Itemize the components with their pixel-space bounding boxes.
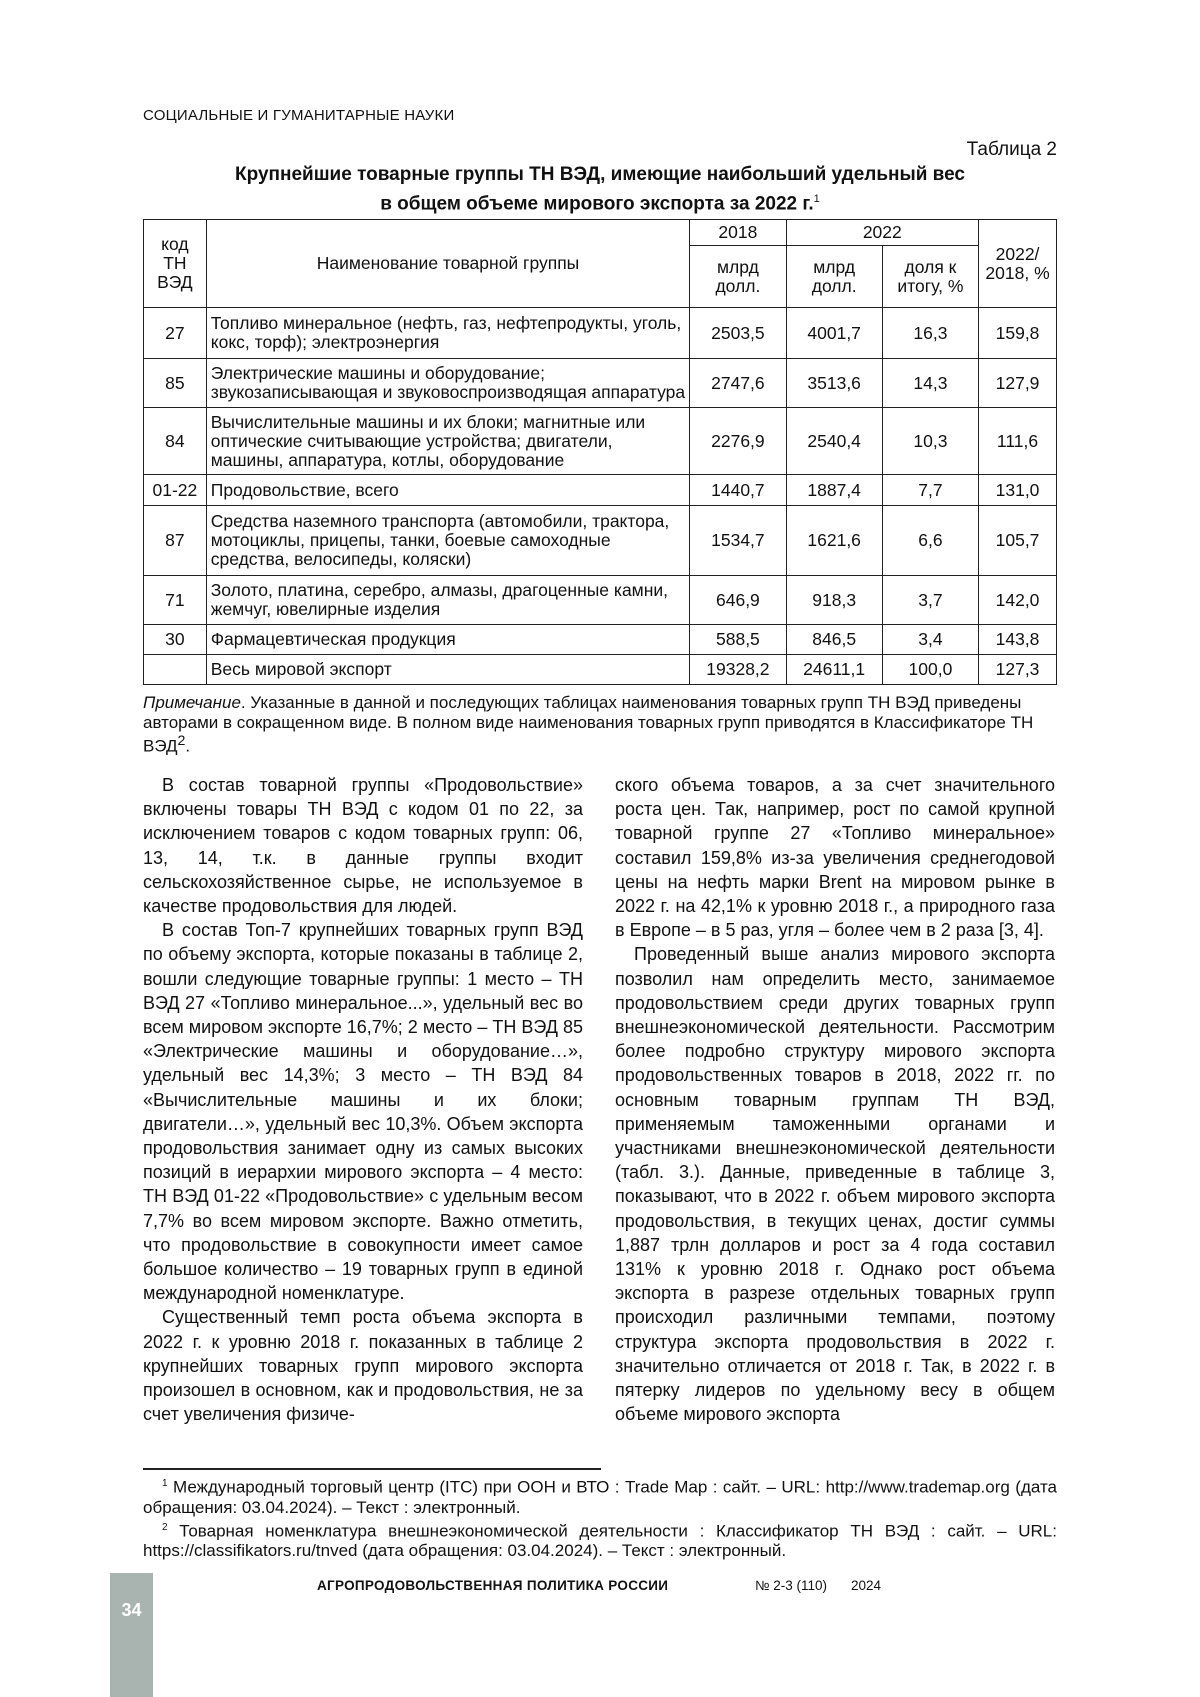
table-title-line-1: Крупнейшие товарные группы ТН ВЭД, имеющие наибольший удельный вес (235, 164, 965, 185)
table-row (144, 576, 1057, 625)
cell-name: Топливо минеральное (нефть, газ, нефтепродукты, уголь, кокс, торф); электроэнергия (206, 308, 690, 359)
table-row-total (144, 655, 1057, 685)
cell-2022: 918,3 (786, 576, 882, 625)
cell-ratio: 142,0 (979, 576, 1057, 625)
cell-2022: 1621,6 (786, 506, 882, 576)
body-column-right (615, 773, 1055, 1426)
cell-2018: 2747,6 (690, 359, 786, 408)
table-row (144, 475, 1057, 506)
note-end: . (185, 736, 191, 756)
paragraph: В состав товарной группы «Продовольствие» включены товары ТН ВЭД с кодом 01 по 22, за исключением товаров с кодом товарных групп: 06, 13, 14, т.к. в данные группы входит сельскохозяйственное сырье, не используемое в качестве продовольствия для людей. (143, 775, 583, 917)
cell-code: 87 (144, 506, 207, 576)
cell-2018: 1440,7 (690, 475, 786, 506)
running-head: СОЦИАЛЬНЫЕ И ГУМАНИТАРНЫЕ НАУКИ (143, 107, 455, 124)
cell-code (144, 655, 207, 685)
table-title-footnote-ref: 1 (813, 193, 820, 205)
footnote-divider (143, 1468, 601, 1470)
table-row (144, 408, 1057, 475)
cell-ratio: 131,0 (979, 475, 1057, 506)
page-number: 34 (121, 1600, 142, 1620)
cell-share: 6,6 (882, 506, 978, 576)
paragraph: Существенный темп роста объема экспорта в 2022 г. к уровню 2018 г. показанных в таблице 2 крупнейших товарных групп мирового экспорта произошел в основном, как и продовольствия, не за счет увеличения физиче- (143, 1307, 583, 1425)
table-row (144, 625, 1057, 655)
cell-name: Золото, платина, серебро, алмазы, драгоценные камни, жемчуг, ювелирные изделия (206, 576, 690, 625)
cell-2022: 4001,7 (786, 308, 882, 359)
table-row (144, 359, 1057, 408)
header-year-2018: 2018 (690, 220, 786, 246)
cell-2018: 2276,9 (690, 408, 786, 475)
paragraph: Проведенный выше анализ мирового экспорта позволил нам определить место, занимаемое продовольствием среди других товарных групп внешнеэкономической деятельности. Рассмотрим более подробно структуру мирового экспорта продовольственных товаров в 2018, 2022 гг. по основным товарным группам ТН ВЭД, применяемым таможенными органами и участниками внешнеэкономической деятельности (табл. 3.). Данные, приведенные в таблице 3, показывают, что в 2022 г. объем мирового экспорта продовольствия, в текущих ценах, достиг суммы 1,887 трлн долларов и рост за 4 года составил 131% к уровню 2018 г. Однако рост объема экспорта в разрезе отдельных товарных групп происходил различными темпами, поэтому структура экспорта продовольствия в 2022 г. значительно отличается от 2018 г. Так, в 2022 г. в пятерку лидеров по удельному весу в общем объеме мирового экспорта (615, 944, 1055, 1425)
cell-code: 71 (144, 576, 207, 625)
paragraph-continuation: ского объема товаров, а за счет значительного роста цен. Так, например, рост по самой крупной товарной группе 27 «Топливо минеральное» составил 159,8% из-за увеличения среднегодовой цены на нефть марки Brent на мировом рынке в 2022 г. на 42,1% к уровню 2018 г., а природного газа в Европе – в 5 раз, угля – более чем в 2 раза [3, 4]. (615, 775, 1055, 941)
cell-ratio: 127,3 (979, 655, 1057, 685)
cell-name: Весь мировой экспорт (206, 655, 690, 685)
cell-2018: 588,5 (690, 625, 786, 655)
footnote-ref: 2 (162, 1521, 168, 1533)
footnote (143, 1518, 1057, 1562)
table-note (143, 693, 1057, 756)
cell-name: Средства наземного транспорта (автомобили, трактора, мотоциклы, прицепы, танки, боевые самоходные средства, велосипеды, коляски) (206, 506, 690, 576)
cell-name: Продовольствие, всего (206, 475, 690, 506)
cell-share: 3,7 (882, 576, 978, 625)
header-share: доля к итогу, % (882, 246, 978, 308)
cell-share: 100,0 (882, 655, 978, 685)
data-table (143, 219, 1057, 685)
table-label: Таблица 2 (966, 139, 1057, 160)
page-number-tab (110, 1573, 153, 1697)
cell-name: Фармацевтическая продукция (206, 625, 690, 655)
footnote-ref: 1 (162, 1478, 168, 1489)
journal-year: 2024 (851, 1578, 882, 1593)
journal-issue: № 2-3 (110) (755, 1578, 828, 1593)
cell-2022: 2540,4 (786, 408, 882, 475)
cell-code: 85 (144, 359, 207, 408)
cell-code: 84 (144, 408, 207, 475)
cell-share: 10,3 (882, 408, 978, 475)
header-code: код ТН ВЭД (144, 220, 207, 308)
note-text: . Указанные в данной и последующих таблицах наименования товарных групп ТН ВЭД приведены авторами в сокращенном виде. В полном виде наименования товарных групп приводятся в Классификаторе ТН ВЭД (143, 693, 1034, 756)
cell-share: 16,3 (882, 308, 978, 359)
header-name: Наименование товарной группы (206, 220, 690, 308)
cell-share: 14,3 (882, 359, 978, 408)
header-ratio: 2022/ 2018, % (979, 220, 1057, 308)
footnote-text: Международный торговый центр (ITC) при ООН и ВТО : Trade Map : сайт. – URL: http://www.trademap.org (дата обращения: 03.04.2024). – Текст : электронный. (143, 1477, 1057, 1517)
cell-ratio: 105,7 (979, 506, 1057, 576)
cell-code: 27 (144, 308, 207, 359)
note-label: Примечание (143, 693, 241, 712)
cell-name: Электрические машины и оборудование; звукозаписывающая и звуковоспроизводящая аппаратура (206, 359, 690, 408)
footnote-text: Товарная номенклатура внешнеэкономической деятельности : Классификатор ТН ВЭД : сайт. – URL: https://classifikators.ru/tnved (дата обращения: 03.04.2024). – Текст : электронный. (143, 1521, 1057, 1561)
cell-share: 7,7 (882, 475, 978, 506)
cell-2018: 2503,5 (690, 308, 786, 359)
table-row (144, 308, 1057, 359)
paragraph: В состав Топ-7 крупнейших товарных групп ВЭД по объему экспорта, которые показаны в таблице 2, вошли следующие товарные группы: 1 место – ТН ВЭД 27 «Топливо минеральное...», удельный вес во всем мировом экспорте 16,7%; 2 место – ТН ВЭД 85 «Электрические машины и оборудование…», удельный вес 14,3%; 3 место – ТН ВЭД 84 «Вычислительные машины и их блоки; двигатели…», удельный вес 10,3%. Объем экспорта продовольствия занимает одну из самых высоких позиций в иерархии мирового экспорта – 4 место: ТН ВЭД 01-22 «Продовольствие» с удельным весом 7,7% во всем мировом экспорте. Важно отметить, что продовольствие в совокупности имеет самое большое количество – 19 товарных групп в единой международной номенклатуре. (143, 920, 583, 1304)
cell-ratio: 143,8 (979, 625, 1057, 655)
journal-title: АГРОПРОДОВОЛЬСТВЕННАЯ ПОЛИТИКА РОССИИ (317, 1578, 669, 1593)
cell-ratio: 127,9 (979, 359, 1057, 408)
note-footnote-ref: 2 (177, 733, 186, 749)
table-title-line-2: в общем объеме мирового экспорта за 2022 г. (380, 193, 814, 215)
cell-2018: 19328,2 (690, 655, 786, 685)
footnote (143, 1474, 1057, 1518)
table-row (144, 506, 1057, 576)
header-2022-bn: млрд долл. (786, 246, 882, 308)
body-column-left (143, 773, 583, 1426)
header-year-2022: 2022 (786, 220, 979, 246)
cell-code: 30 (144, 625, 207, 655)
cell-2022: 24611,1 (786, 655, 882, 685)
cell-2018: 1534,7 (690, 506, 786, 576)
cell-2022: 1887,4 (786, 475, 882, 506)
table-title (143, 163, 1057, 216)
header-2018-bn: млрд долл. (690, 246, 786, 308)
cell-share: 3,4 (882, 625, 978, 655)
cell-2022: 846,5 (786, 625, 882, 655)
cell-ratio: 159,8 (979, 308, 1057, 359)
cell-2018: 646,9 (690, 576, 786, 625)
cell-2022: 3513,6 (786, 359, 882, 408)
footnotes (143, 1474, 1057, 1561)
cell-code: 01-22 (144, 475, 207, 506)
cell-name: Вычислительные машины и их блоки; магнитные или оптические считывающие устройства; двигатели, машины, аппаратура, котлы, оборудование (206, 408, 690, 475)
cell-ratio: 111,6 (979, 408, 1057, 475)
